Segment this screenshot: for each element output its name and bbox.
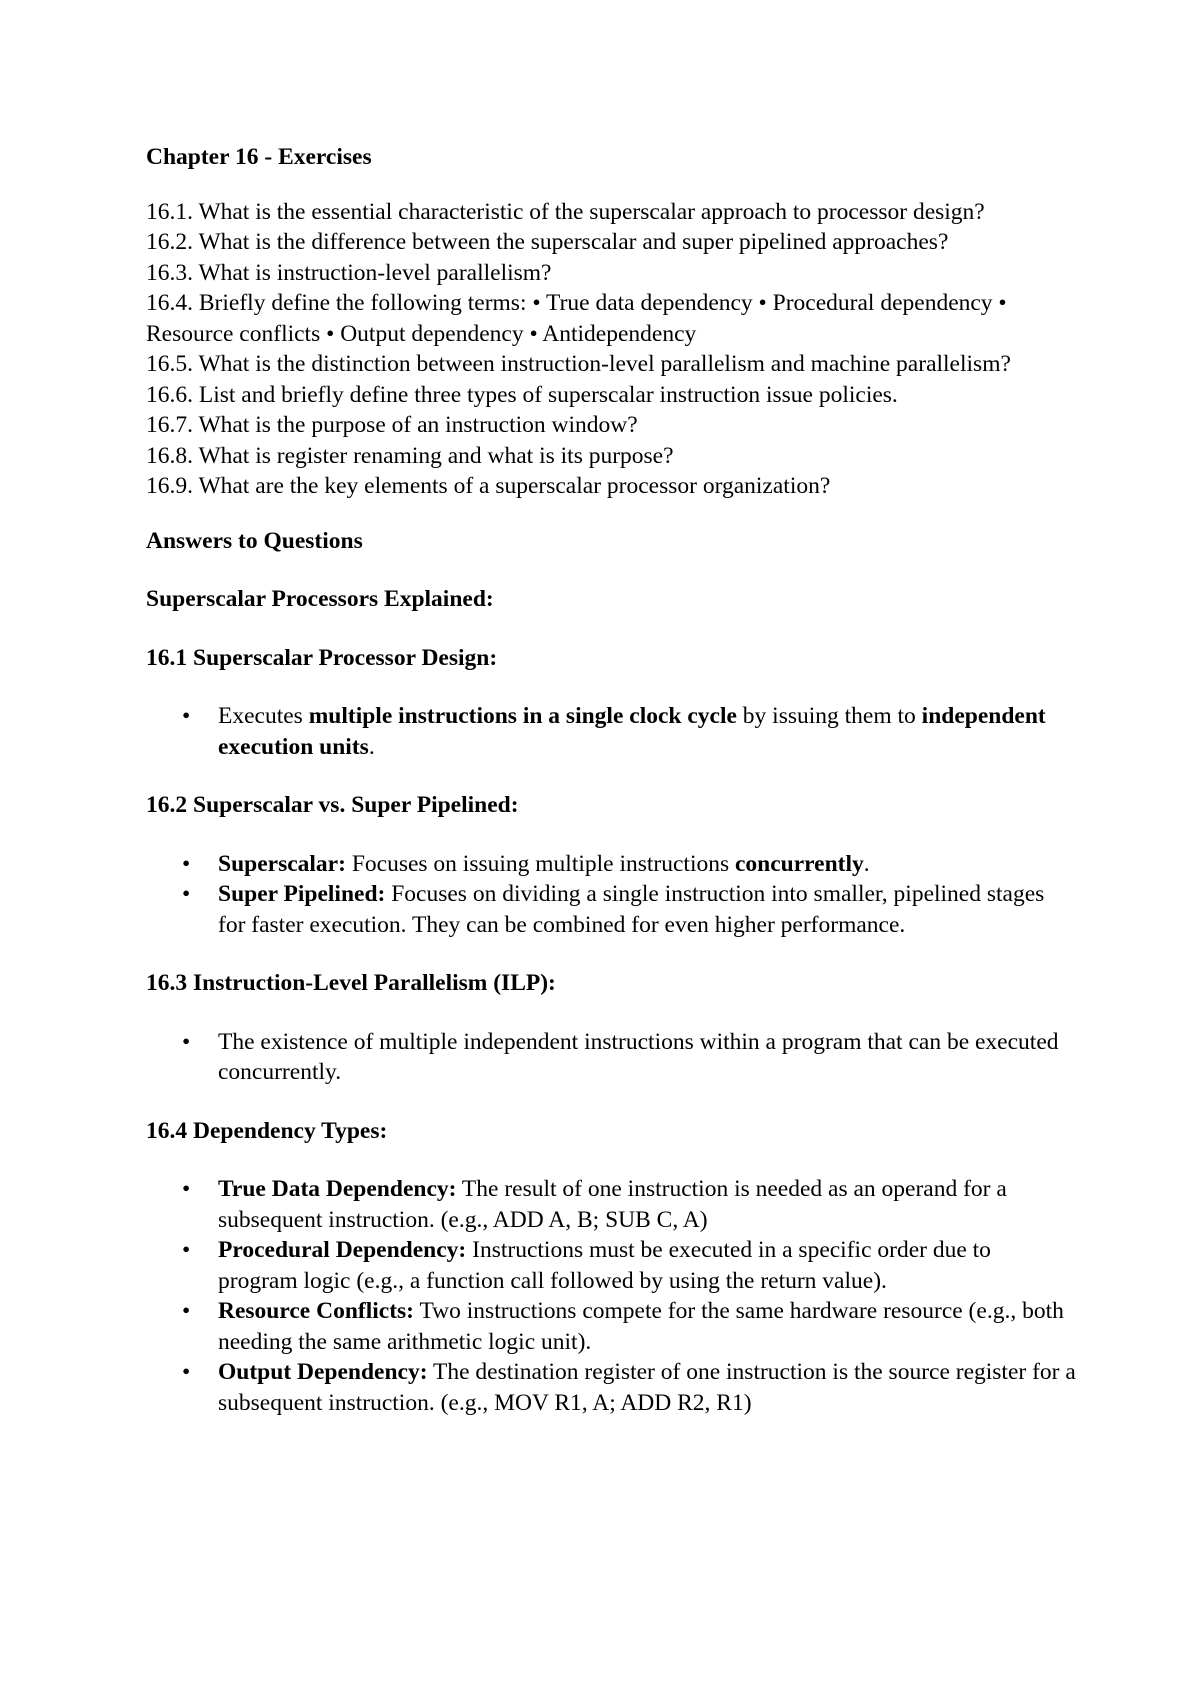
chapter-title: Chapter 16 - Exercises <box>146 144 372 170</box>
list-item: • True Data Dependency: The result of one instruction is needed as an operand for a subsequent instruction. (e.g., ADD A, B; SUB C, A) <box>146 1174 1076 1235</box>
section-16-1-heading: 16.1 Superscalar Processor Design: <box>146 644 498 671</box>
exercise-list <box>146 197 1076 502</box>
section-16-4-heading: 16.4 Dependency Types: <box>146 1117 388 1144</box>
document-page <box>146 142 1076 1446</box>
list-item: • Executes multiple instructions in a single clock cycle by issuing them to independent execution units. <box>146 701 1076 762</box>
list-item: • Superscalar: Focuses on issuing multiple instructions concurrently. <box>146 849 1076 880</box>
list-item: • Procedural Dependency: Instructions must be executed in a specific order due to program logic (e.g., a function call followed by using the return value). <box>146 1235 1076 1296</box>
exercise-16-2: 16.2. What is the difference between the superscalar and super pipelined approaches? <box>146 229 949 255</box>
list-item: • Resource Conflicts: Two instructions compete for the same hardware resource (e.g., both needing the same arithmetic logic unit). <box>146 1296 1076 1357</box>
list-item: • Super Pipelined: Focuses on dividing a single instruction into smaller, pipelined stages for faster execution. They can be combined for even higher performance. <box>146 879 1076 940</box>
exercise-16-5: 16.5. What is the distinction between instruction-level parallelism and machine parallelism? <box>146 351 1011 377</box>
exercise-16-6: 16.6. List and briefly define three types of superscalar instruction issue policies. <box>146 381 898 408</box>
section-16-1-list <box>146 701 1076 762</box>
section-16-2-list <box>146 849 1076 941</box>
exercise-16-7: 16.7. What is the purpose of an instruction window? <box>146 412 638 438</box>
list-item: • Output Dependency: The destination register of one instruction is the source register for a subsequent instruction. (e.g., MOV R1, A; ADD R2, R1) <box>146 1357 1076 1418</box>
answers-heading: Answers to Questions <box>146 527 363 554</box>
explained-heading: Superscalar Processors Explained: <box>146 586 494 612</box>
section-16-3-list <box>146 1027 1076 1088</box>
section-16-3-heading: 16.3 Instruction-Level Parallelism (ILP): <box>146 970 556 996</box>
exercise-16-3: 16.3. What is instruction-level parallelism? <box>146 259 552 286</box>
exercise-16-9: 16.9. What are the key elements of a superscalar processor organization? <box>146 473 831 499</box>
exercise-16-8: 16.8. What is register renaming and what is its purpose? <box>146 442 674 469</box>
exercise-16-4: 16.4. Briefly define the following terms: • True data dependency • Procedural dependency • Resource conflicts • Output dependency • Antidependency <box>146 290 1007 347</box>
exercise-16-1: 16.1. What is the essential characteristic of the superscalar approach to processor design? <box>146 198 985 225</box>
section-16-2-heading: 16.2 Superscalar vs. Super Pipelined: <box>146 792 519 818</box>
list-item: • The existence of multiple independent instructions within a program that can be executed concurrently. <box>146 1027 1076 1088</box>
section-16-4-list <box>146 1174 1076 1418</box>
